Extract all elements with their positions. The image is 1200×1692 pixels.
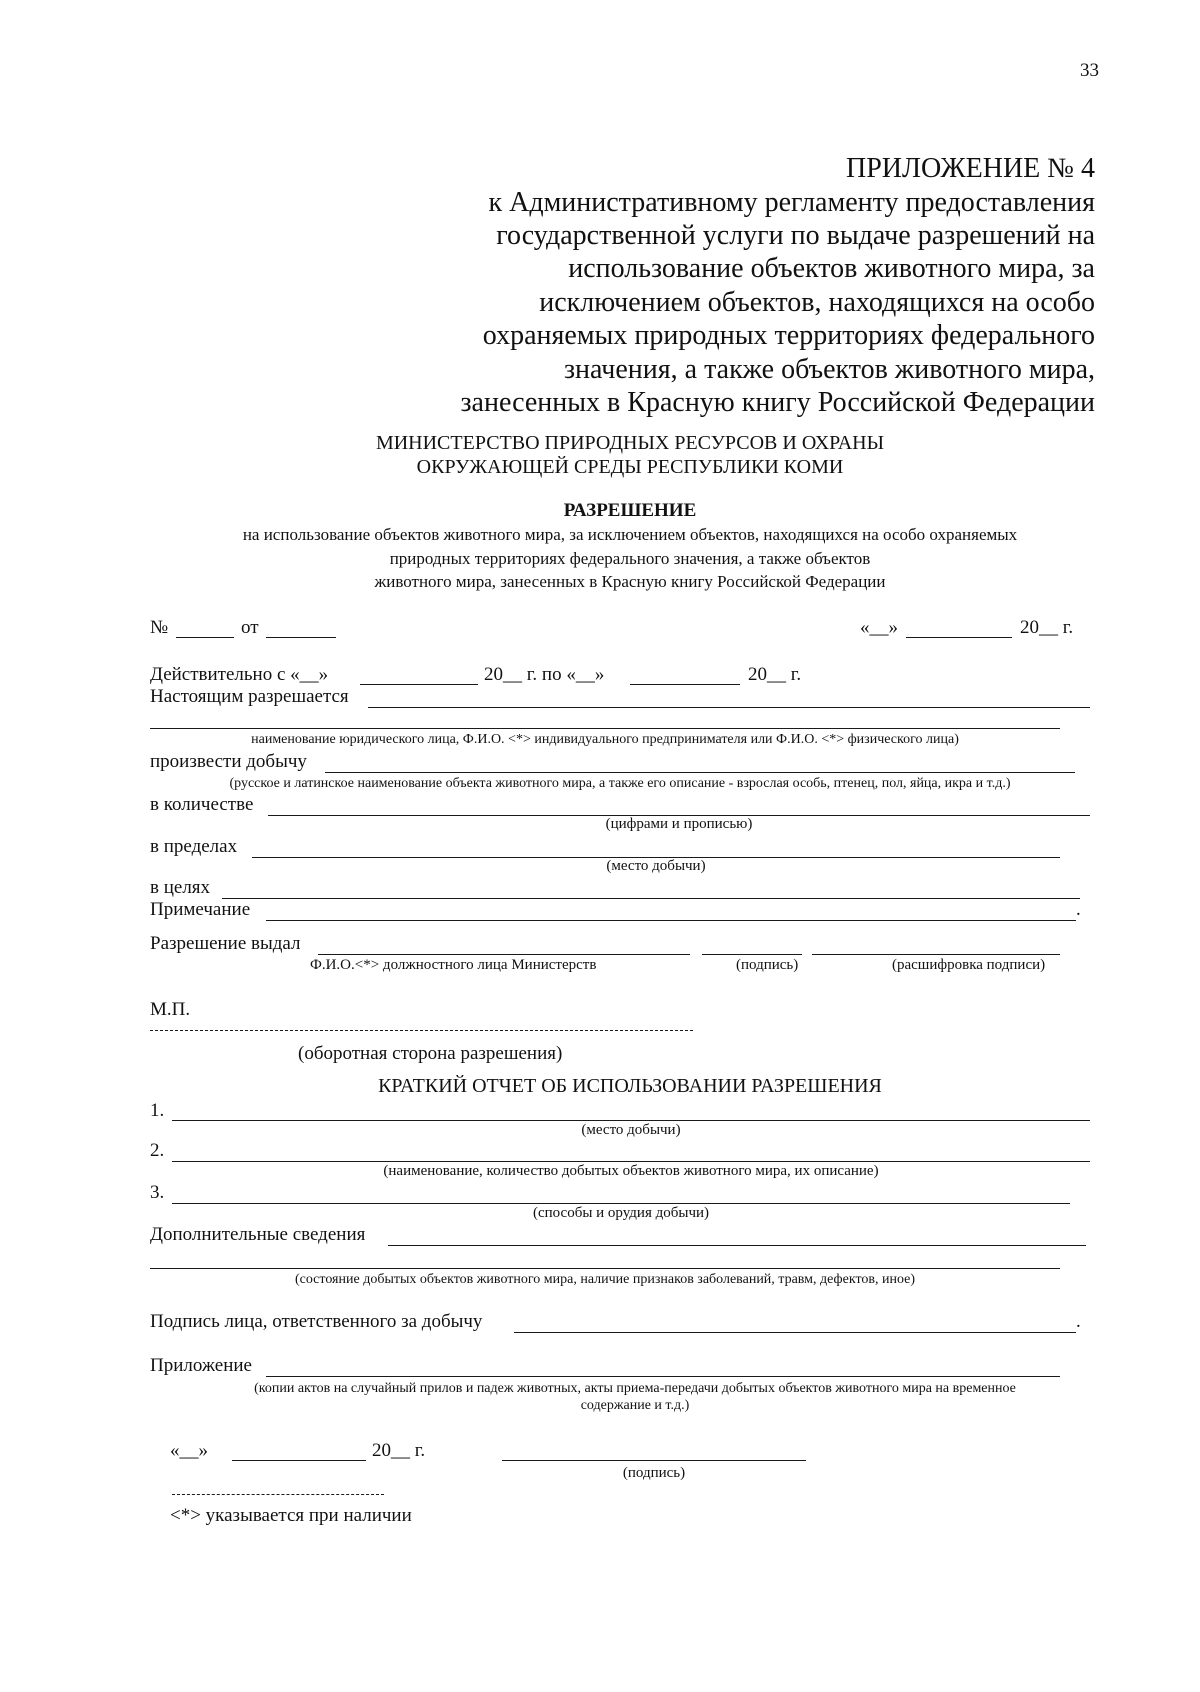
attachment-field[interactable]	[266, 1376, 1060, 1377]
quantity-caption: (цифрами и прописью)	[605, 816, 753, 832]
signature-label: Подпись лица, ответственного за добычу	[150, 1311, 483, 1332]
valid-year-to-label: 20__ г. по «__»	[484, 664, 605, 685]
extra-caption: (состояние добытых объектов животного мира, наличие признаков заболеваний, травм, дефектов, иное)	[294, 1272, 916, 1287]
harvest-field[interactable]	[325, 772, 1075, 773]
issued-caption-name: Ф.И.О.<*> должностного лица Министерств	[310, 957, 597, 973]
valid-from-label: Действительно с «__»	[150, 664, 329, 685]
note-period: .	[1076, 899, 1081, 920]
extra-field-line-2[interactable]	[150, 1268, 1060, 1269]
page-number: 33	[1080, 60, 1099, 81]
within-label: в пределах	[150, 836, 238, 857]
footnote: <*> указывается при наличии	[170, 1505, 412, 1526]
annex-line-5: охраняемых природных территориях федерального	[482, 320, 1095, 351]
report-item-1-label: 1.	[150, 1100, 165, 1121]
allowed-field[interactable]	[368, 707, 1090, 708]
number-label: №	[150, 617, 169, 638]
section-divider	[150, 1030, 693, 1031]
issued-caption-decode: (расшифровка подписи)	[892, 957, 1046, 973]
annex-title: ПРИЛОЖЕНИЕ № 4	[846, 153, 1095, 184]
from-field[interactable]	[266, 637, 336, 638]
ministry-line-2: ОКРУЖАЮЩЕЙ СРЕДЫ РЕСПУБЛИКИ КОМИ	[416, 456, 844, 478]
report-item-3-label: 3.	[150, 1182, 165, 1203]
report-item-3-field[interactable]	[172, 1203, 1070, 1204]
attachment-caption-1: (копии актов на случайный прилов и падеж животных, акты приема-передачи добытых объектов животного мира на временное	[254, 1381, 1016, 1396]
report-date-year: 20__ г.	[372, 1440, 426, 1461]
report-item-2-field[interactable]	[172, 1161, 1090, 1162]
annex-line-4: исключением объектов, находящихся на особо	[539, 287, 1095, 318]
note-field[interactable]	[266, 920, 1076, 921]
number-field[interactable]	[176, 637, 234, 638]
footnote-divider	[172, 1494, 384, 1495]
stamp-label: М.П.	[150, 999, 191, 1020]
report-item-2-caption: (наименование, количество добытых объектов животного мира, их описание)	[383, 1163, 879, 1179]
allowed-field-line-2[interactable]	[150, 728, 1060, 729]
report-title: КРАТКИЙ ОТЧЕТ ОБ ИСПОЛЬЗОВАНИИ РАЗРЕШЕНИЯ	[378, 1075, 882, 1097]
allowed-label: Настоящим разрешается	[150, 686, 349, 707]
purpose-label: в целях	[150, 877, 211, 898]
permit-title: РАЗРЕШЕНИЕ	[563, 500, 697, 521]
extra-label: Дополнительные сведения	[150, 1224, 366, 1245]
report-item-1-caption: (место добычи)	[581, 1122, 681, 1138]
valid-year-end: 20__ г.	[748, 664, 802, 685]
annex-line-2: государственной услуги по выдаче разрешений на	[496, 220, 1095, 251]
issued-caption-sign: (подпись)	[736, 957, 799, 973]
valid-to-month-field[interactable]	[630, 684, 740, 685]
back-side-label: (оборотная сторона разрешения)	[298, 1043, 563, 1064]
annex-line-1: к Административному регламенту предоставления	[488, 187, 1095, 218]
report-sign-field[interactable]	[502, 1460, 806, 1461]
signature-period: .	[1076, 1311, 1081, 1332]
harvest-caption: (русское и латинское наименование объекта животного мира, а также его описание - взрослая особь, птенец, пол, яйца, икра и т.д.)	[229, 776, 1011, 791]
annex-line-3: использование объектов животного мира, за	[568, 253, 1095, 284]
valid-from-month-field[interactable]	[360, 684, 478, 685]
permit-subtitle-3: животного мира, занесенных в Красную книгу Российской Федерации	[374, 572, 886, 591]
report-item-3-caption: (способы и орудия добычи)	[532, 1205, 710, 1221]
extra-field[interactable]	[388, 1245, 1086, 1246]
quantity-label: в количестве	[150, 794, 254, 815]
note-label: Примечание	[150, 899, 251, 920]
report-date-open: «__»	[170, 1440, 208, 1461]
report-item-2-label: 2.	[150, 1140, 165, 1161]
report-item-1-field[interactable]	[172, 1120, 1090, 1121]
issued-decode-field[interactable]	[812, 954, 1060, 955]
report-date-month-field[interactable]	[232, 1460, 366, 1461]
from-label: от	[241, 617, 259, 638]
attachment-caption-2: содержание и т.д.)	[580, 1398, 690, 1413]
issued-sign-field[interactable]	[702, 954, 802, 955]
allowed-caption: наименование юридического лица, Ф.И.О. <*> индивидуального предпринимателя или Ф.И.О. <*> физического лица)	[251, 732, 959, 747]
permit-subtitle-2: природных территориях федерального значения, а также объектов	[389, 549, 871, 568]
within-caption: (место добычи)	[606, 858, 706, 874]
date-month-field[interactable]	[906, 637, 1012, 638]
date-day-open: «__»	[860, 617, 898, 638]
purpose-field[interactable]	[222, 898, 1080, 899]
report-sign-caption: (подпись)	[622, 1465, 686, 1481]
attachment-label: Приложение	[150, 1355, 252, 1376]
issued-name-field[interactable]	[318, 954, 690, 955]
annex-line-6: значения, а также объектов животного мира,	[563, 354, 1095, 385]
ministry-line-1: МИНИСТЕРСТВО ПРИРОДНЫХ РЕСУРСОВ И ОХРАНЫ	[375, 432, 885, 454]
permit-subtitle-1: на использование объектов животного мира, за исключением объектов, находящихся на особо охраняемых	[242, 525, 1018, 544]
annex-line-7: занесенных в Красную книгу Российской Федерации	[460, 387, 1095, 418]
signature-field[interactable]	[514, 1332, 1076, 1333]
date-year: 20__ г.	[1020, 617, 1074, 638]
issued-label: Разрешение выдал	[150, 933, 301, 954]
harvest-label: произвести добычу	[150, 751, 307, 772]
